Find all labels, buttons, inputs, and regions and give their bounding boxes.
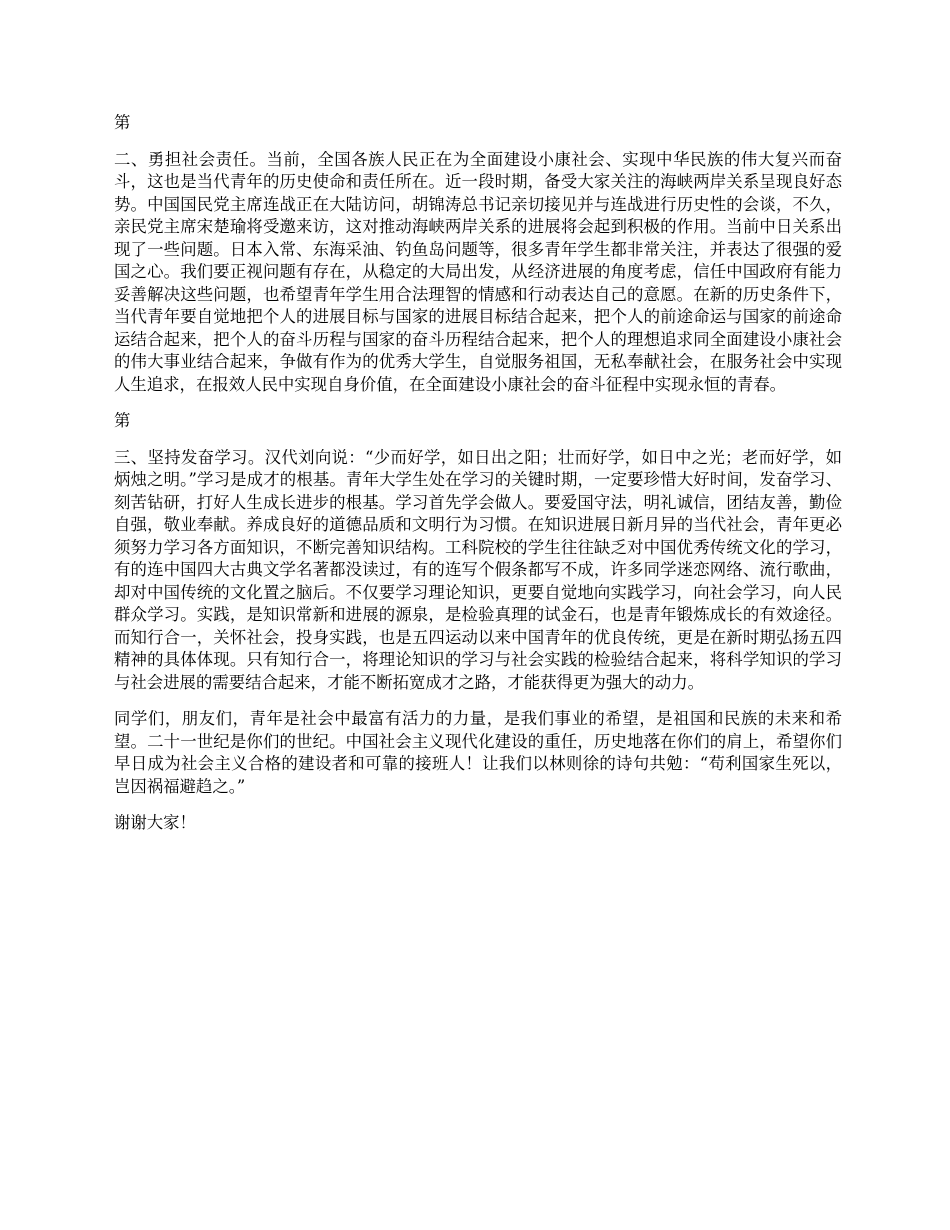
paragraph-diligent-study: 三、坚持发奋学习。汉代刘向说：“少而好学，如日出之阳；壮而好学，如日中之光；老而好学，如炳烛之明。”学习是成才的根基。青年大学生处在学习的关键时期，一定要珍惜大好时间，发奋学习、刻苦钻研，打好人生成长进步的根基。学习首先学会做人。要爱国守法，明礼诚信，团结友善，勤俭自强，敬业奉献。养成良好的道德品质和文明行为习惯。在知识进展日新月异的当代社会，青年更必须努力学习各方面知识，不断完善知识结构。工科院校的学生往往缺乏对中国优秀传统文化的学习，有的连中国四大古典文学名著都没读过，有的连写个假条都写不成，许多同学迷恋网络、流行歌曲，却对中国传统的文化置之脑后。不仅要学习理论知识，更要自觉地向实践学习，向社会学习，向人民群众学习。实践，是知识常新和进展的源泉，是检验真理的试金石，也是青年锻炼成长的有效途径。而知行合一，关怀社会，投身实践，也是五四运动以来中国青年的优良传统，更是在新时期弘扬五四精神的具体体现。只有知行合一，将理论知识的学习与社会实践的检验结合起来，将科学知识的学习与社会进展的需要结合起来，才能不断拓宽成才之路，才能获得更为强大的动力。 [114, 447, 842, 692]
paragraph-closing-remarks: 同学们，朋友们，青年是社会中最富有活力的力量，是我们事业的希望，是祖国和民族的未来和希望。二十一世纪是你们的世纪。中国社会主义现代化建设的重任，历史地落在你们的肩上，希望你们早日成为社会主义合格的建设者和可靠的接班人！让我们以林则徐的诗句共勉：“苟利国家生死以，岂因祸福避趋之。” [114, 709, 842, 796]
paragraph-thanks: 谢谢大家！ [114, 813, 196, 832]
paragraph-social-responsibility: 二、勇担社会责任。当前，全国各族人民正在为全面建设小康社会、实现中华民族的伟大复兴而奋斗，这也是当代青年的历史使命和责任所在。近一段时期，备受大家关注的海峡两岸关系呈现良好态势。中国国民党主席连战正在大陆访问，胡锦涛总书记亲切接见并与连战进行历史性的会谈，不久，亲民党主席宋楚瑜将受邀来访，这对推动海峡两岸关系的进展将会起到积极的作用。当前中日关系出现了一些问题。日本入常、东海采油、钓鱼岛问题等，很多青年学生都非常关注，并表达了很强的爱国之心。我们要正视问题有存在，从稳定的大局出发，从经济进展的角度考虑，信任中国政府有能力妥善解决这些问题，也希望青年学生用合法理智的情感和行动表达自己的意愿。在新的历史条件下，当代青年要自觉地把个人的进展目标与国家的进展目标结合起来，把个人的前途命运与国家的前途命运结合起来，把个人的奋斗历程与国家的奋斗历程结合起来，把个人的理想追求同全面建设小康社会的伟大事业结合起来，争做有作为的优秀大学生，自觉服务祖国，无私奉献社会，在服务社会中实现人生追求，在报效人民中实现自身价值，在全面建设小康社会的奋斗征程中实现永恒的青春。 [114, 149, 842, 394]
section-marker-2: 第 [114, 411, 131, 430]
section-marker-1: 第 [114, 113, 131, 132]
document-page [114, 112, 842, 849]
